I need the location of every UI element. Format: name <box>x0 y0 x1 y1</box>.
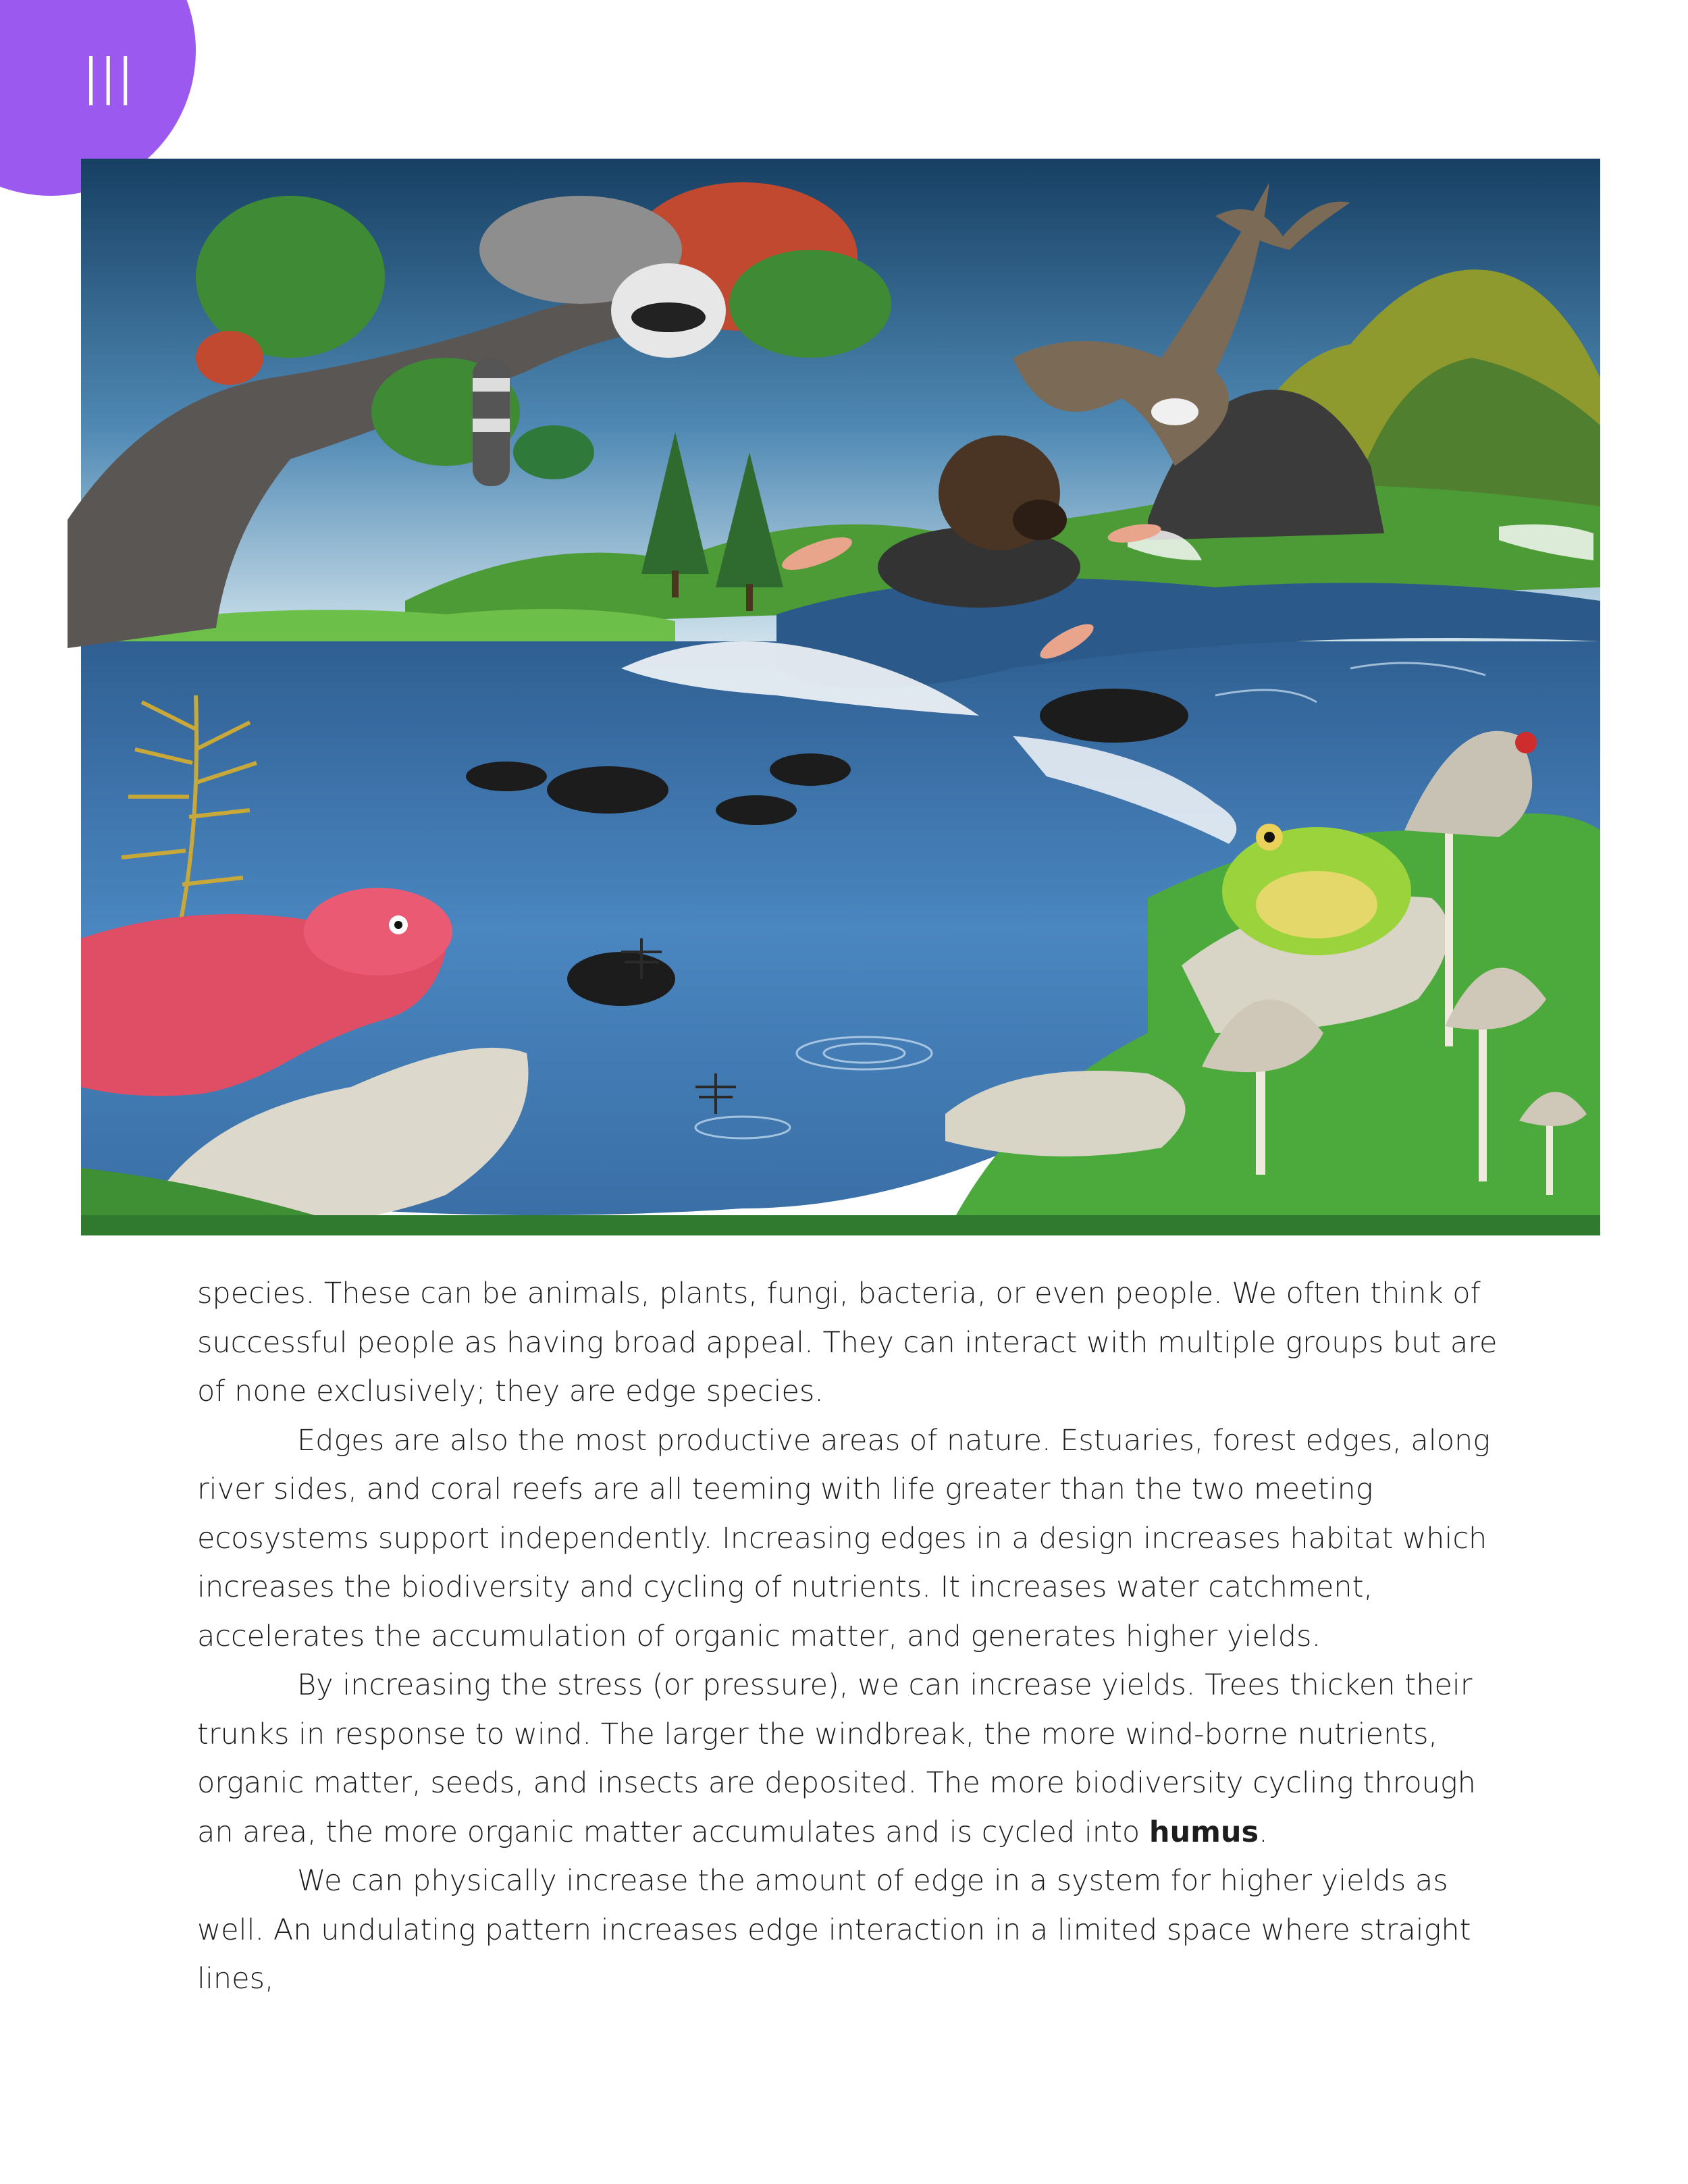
body-text <box>197 1269 1500 2004</box>
ladybug <box>1515 732 1537 753</box>
paragraph-1: species. These can be animals, plants, fungi, bacteria, or even people. We often think of successful people as having broad appeal. They can interact with multiple groups but are of none exclusively; they are edge species. <box>197 1277 1498 1408</box>
foreground-grass <box>81 1215 1600 1235</box>
paragraph-3 <box>197 1661 1500 1857</box>
paragraph-2: Edges are also the most productive areas of nature. Estuaries, forest edges, along river sides, and coral reefs are all teeming with life greater than the two meeting ecosystems support independently. Increasing edges in a design increases habitat which increases the biodiversity and cycling of nutrients. It increases water catchment, accelerates the accumulation of organic matter, and generates higher yields. <box>197 1423 1491 1653</box>
chapter-numeral: III <box>81 43 133 122</box>
keyword-humus: humus <box>1149 1815 1259 1849</box>
ecosystem-illustration <box>68 155 1614 1235</box>
paragraph-3-text: By increasing the stress (or pressure), we can increase yields. Trees thicken their trunks in response to wind. The larger the windbreak, the more wind-borne nutrients, organic matter, seeds, and insects are deposited. The more biodiversity cycling through an area, the more organic matter accumulates and is cycled into <box>197 1668 1476 1849</box>
paragraph-4: We can physically increase the amount of edge in a system for higher yields as well. An undulating pattern increases edge interaction in a limited space where straight lines, <box>197 1864 1471 1996</box>
paragraph-3-end: . <box>1259 1815 1268 1849</box>
